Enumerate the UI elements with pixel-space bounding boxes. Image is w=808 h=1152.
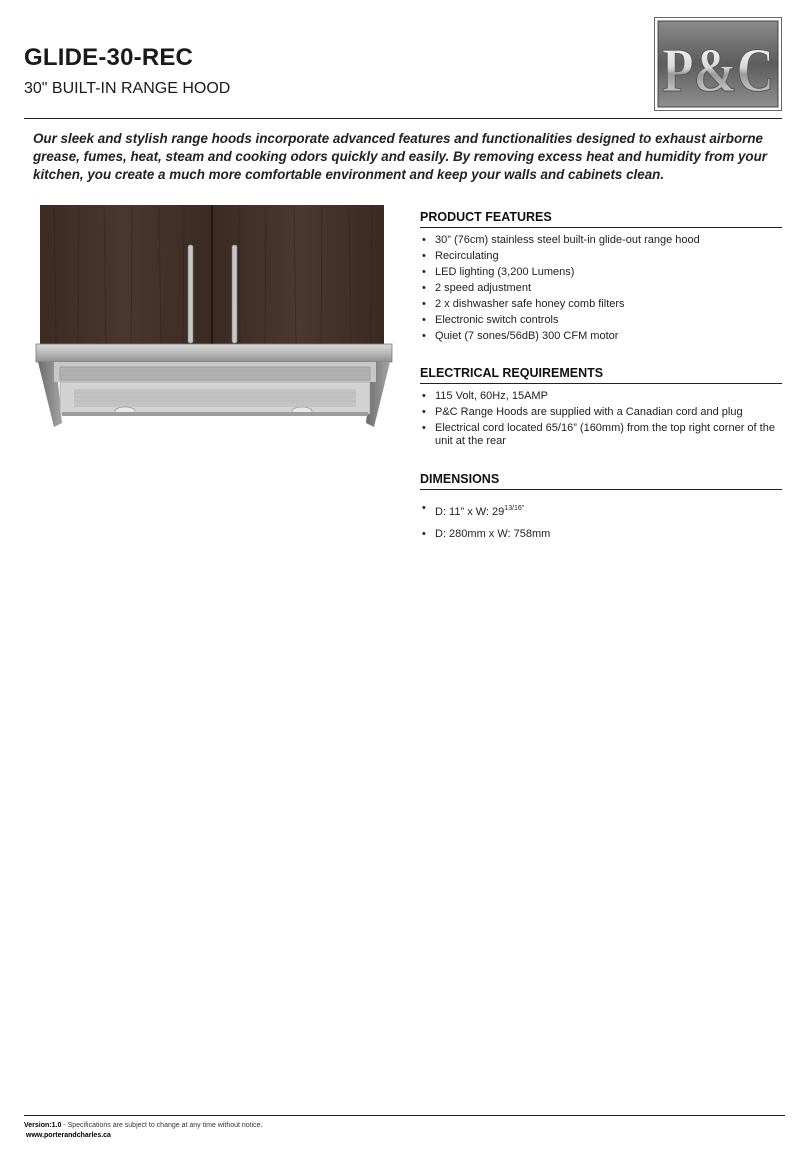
bullet-icon: • [422, 528, 426, 540]
electrical-requirements-list [420, 390, 782, 448]
bullet-icon: • [422, 314, 426, 326]
logo-lettering: P&C [662, 37, 774, 105]
list-item [420, 250, 782, 263]
requirement-text: P&C Range Hoods are supplied with a Canadian cord and plug [435, 406, 743, 418]
intro-paragraph: Our sleek and stylish range hoods incorporate advanced features and functionalities designed to exhaust airborne grease, fumes, heat, steam and cooking odors quickly and easily. By removing excess heat and humidity from your kitchen, you create a much more comfortable environment and keep your walls and cabinets clean. [33, 131, 767, 182]
list-item [420, 422, 782, 448]
product-features-heading: PRODUCT FEATURES [420, 210, 782, 228]
list-item [420, 314, 782, 327]
footer-divider [24, 1115, 785, 1116]
list-item [420, 234, 782, 247]
product-photo [34, 205, 394, 430]
feature-text: LED lighting (3,200 Lumens) [435, 266, 575, 278]
bullet-icon: • [422, 298, 426, 310]
bullet-icon: • [422, 266, 426, 278]
feature-text: 2 x dishwasher safe honey comb filters [435, 298, 625, 310]
product-features-list [420, 234, 782, 343]
dimensions-heading: DIMENSIONS [420, 472, 782, 490]
product-subtitle: 30" BUILT-IN RANGE HOOD [24, 80, 231, 97]
footer [24, 1121, 263, 1141]
electrical-requirements-section [420, 366, 782, 451]
dimension-metric: D: 280mm x W: 758mm [435, 528, 551, 540]
requirement-text: 115 Volt, 60Hz, 15AMP [435, 390, 548, 402]
bullet-icon: • [422, 282, 426, 294]
list-item [420, 266, 782, 279]
feature-text: Recirculating [435, 250, 499, 262]
bullet-icon: • [422, 390, 426, 402]
list-item [420, 528, 782, 541]
dimension-imperial: D: 11” x W: 29 [435, 506, 505, 518]
bullet-icon: • [422, 234, 426, 246]
list-item [420, 298, 782, 311]
list-item [420, 406, 782, 419]
brand-logo [654, 17, 782, 111]
website-link[interactable]: www.porterandcharles.ca [26, 1132, 111, 1139]
version-label: Version:1.0 [24, 1122, 62, 1129]
disclaimer: - Specifications are subject to change at any time without notice. [61, 1122, 263, 1129]
header-divider [24, 118, 782, 119]
requirement-text: Electrical cord located 65/16” (160mm) from the top right corner of the unit at the rear [435, 422, 775, 447]
feature-text: 30” (76cm) stainless steel built-in glide-out range hood [435, 234, 700, 246]
feature-text: Quiet (7 sones/56dB) 300 CFM motor [435, 330, 619, 342]
product-model-title: GLIDE-30-REC [24, 44, 194, 71]
bullet-icon: • [422, 406, 426, 418]
dimensions-list [420, 502, 782, 541]
feature-text: Electronic switch controls [435, 314, 559, 326]
product-features-section [420, 210, 782, 346]
feature-text: 2 speed adjustment [435, 282, 532, 294]
bullet-icon: • [422, 502, 426, 514]
list-item [420, 330, 782, 343]
list-item [420, 390, 782, 403]
bullet-icon: • [422, 422, 426, 434]
list-item [420, 502, 782, 519]
dimension-fraction: 13/16” [504, 505, 525, 512]
dimensions-section [420, 472, 782, 550]
bullet-icon: • [422, 330, 426, 342]
list-item [420, 282, 782, 295]
bullet-icon: • [422, 250, 426, 262]
electrical-requirements-heading: ELECTRICAL REQUIREMENTS [420, 366, 782, 384]
